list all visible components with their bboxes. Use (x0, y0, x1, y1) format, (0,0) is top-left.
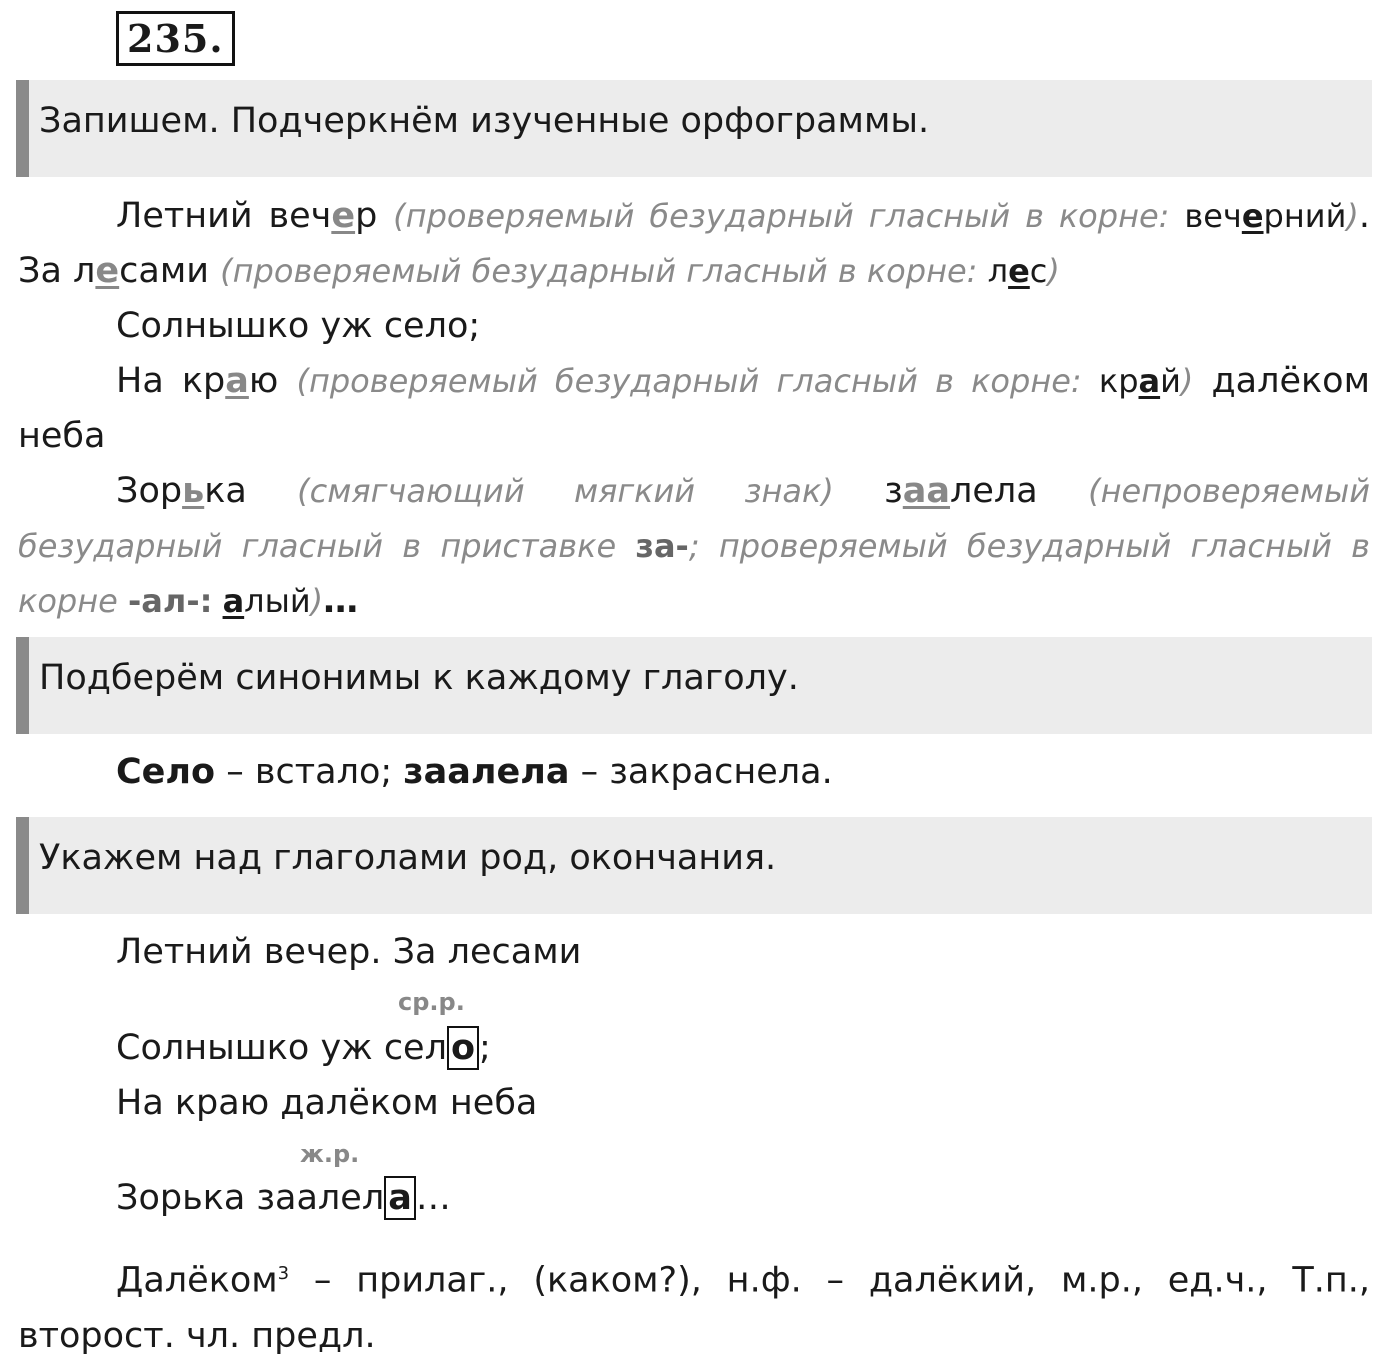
word-parse-paragraph: Далёком$^3$ – прилаг., (каком?), н.ф. – далёкий, м.р., ед.ч., Т.п., второст. чл. предл. (18, 1260, 1370, 1356)
poem2-line-4: Зорька заалел а … (116, 1178, 451, 1218)
task-band-1: Запишем. Подчеркнём изученные орфограммы. (16, 80, 1372, 177)
gender-tag-neuter: ср.р. (398, 988, 465, 1016)
poem2-line-3: На краю далёком неба (116, 1083, 538, 1123)
ending-box-o: о (447, 1026, 479, 1070)
gender-tag-feminine: ж.р. (300, 1140, 360, 1168)
poem2-line-1: Летний вечер. За лесами (116, 932, 582, 972)
poem2-line-2: Солнышко уж сел о ; (116, 1028, 491, 1068)
poem-line-2: Солнышко уж село; (116, 306, 481, 346)
poem-paragraph-1: Летний вечер (проверяемый безударный гласный в корне: вечерний). За лесами (проверяемый безударный гласный в корне: лес) (18, 196, 1370, 291)
poem-paragraph-4: Зорька (смягчающий мягкий знак) заалела (непроверяемый безударный гласный в приставке за-; проверяемый безударный гласный в корне -ал-: алый)… (18, 471, 1370, 621)
task-band-3: Укажем над глаголами род, окончания. (16, 817, 1372, 914)
synonyms-line: Село – встало; заалела – закраснела. (116, 752, 833, 792)
task-band-2: Подберём синонимы к каждому глаголу. (16, 637, 1372, 734)
ending-box-a: а (384, 1176, 416, 1220)
exercise-number: 235. (116, 11, 235, 66)
poem-paragraph-3: На краю (проверяемый безударный гласный в корне: край) далёком неба (18, 361, 1370, 456)
